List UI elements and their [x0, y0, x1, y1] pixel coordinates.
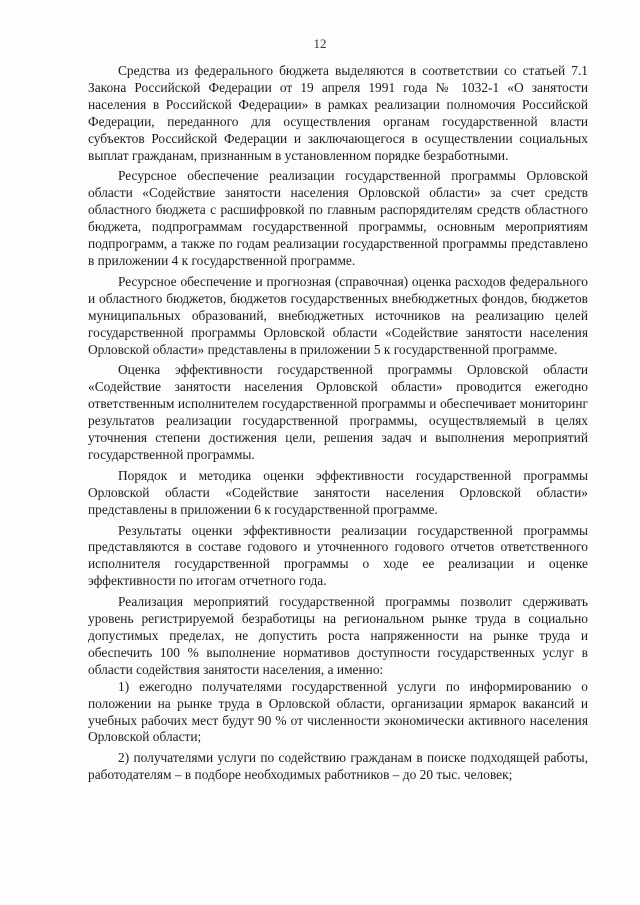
list-item-2: 2) получателями услуги по содействию гражданам в поиске подходящей работы, работодателям – в подборе необходимых работников – до 20 тыс. человек; — [88, 750, 588, 783]
paragraph-methodology: Порядок и методика оценки эффективности государственной программы Орловской области «Содействие занятости населения Орловской области» представлены в приложении 6 к государственной программе. — [88, 467, 588, 517]
paragraph-forecast-assessment: Ресурсное обеспечение и прогнозная (справочная) оценка расходов федерального и областного бюджетов, бюджетов государственных внебюджетных фондов, бюджетов муниципальных образований, внебюджетных источников на реализацию целей государственной программы Орловской области «Содействие занятости населения Орловской области» представлены в приложении 5 к государственной программе. — [88, 273, 588, 357]
list-item-1: 1) ежегодно получателями государственной услуги по информированию о положении на рынке труда в Орловской области, организации ярмарок вакансий и учебных рабочих мест будут 90 % от численности экономически активного населения Орловской области; — [88, 678, 588, 745]
page-number: 12 — [313, 36, 327, 51]
paragraph-results: Результаты оценки эффективности реализации государственной программы представляются в составе годового и уточненного годового отчетов ответственного исполнителя государственной программы о ходе ее реализации и оценке эффективности по итогам отчетного года. — [88, 522, 588, 589]
bottom-margin — [0, 880, 640, 905]
paragraph-resource-provision: Ресурсное обеспечение реализации государственной программы Орловской области «Содействие занятости населения Орловской области» за счет средств областного бюджета с расшифровкой по главным распорядителям средств областного бюджета, подпрограммам государственной программы, основным мероприятиям подпрограмм, а также по годам реализации государственной программы представлено в приложении 4 к государственной программе. — [88, 168, 588, 268]
document-body — [88, 63, 588, 784]
paragraph-federal-budget: Средства из федерального бюджета выделяются в соответствии со статьей 7.1 Закона Российской Федерации от 19 апреля 1991 года № 1032-1 «О занятости населения в Российской Федерации» в рамках реализации полномочия Российской Федерации, переданного для осуществления органам государственной власти субъектов Российской Федерации и заключающегося в осуществлении социальных выплат гражданам, признанным в установленном порядке безработными. — [88, 63, 588, 163]
paragraph-efficiency-assessment: Оценка эффективности государственной программы Орловской области «Содействие занятости населения Орловской области» проводится ежегодно ответственным исполнителем государственной программы и обеспечивает мониторинг результатов реализации государственной программы, осуществляемый в целях уточнения степени достижения цели, решения задач и выполнения мероприятий государственной программы. — [88, 362, 588, 462]
paragraph-implementation: Реализация мероприятий государственной программы позволит сдерживать уровень регистрируемой безработицы на региональном рынке труда в социально допустимых пределах, не допустить роста напряженности на рынке труда и обеспечить 100 % выполнение нормативов доступности государственных услуг в области содействия занятости населения, а именно: — [88, 594, 588, 677]
